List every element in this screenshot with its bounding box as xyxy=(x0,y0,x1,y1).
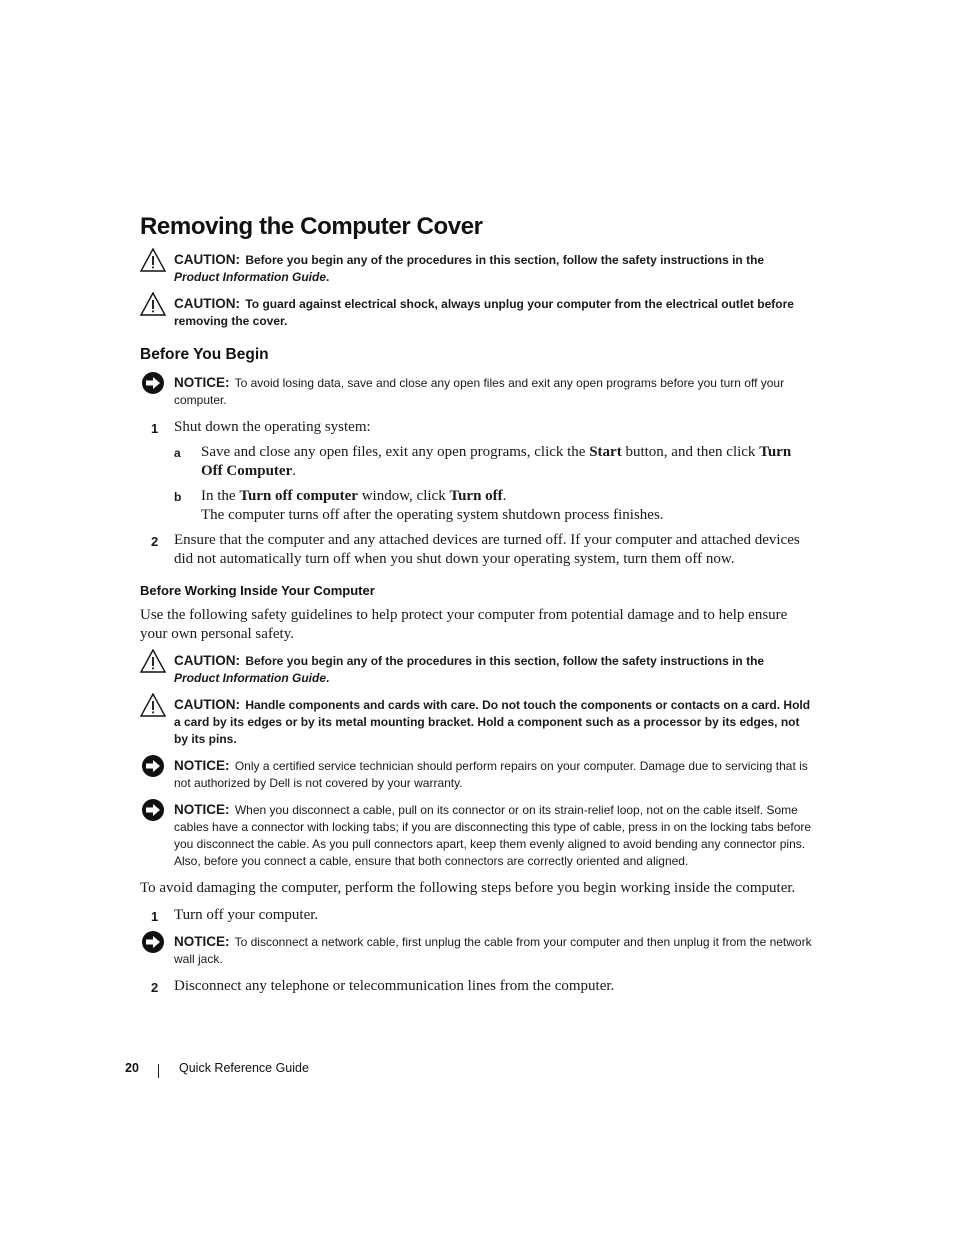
notice-arrow-icon xyxy=(140,754,166,778)
step-1-shutdown xyxy=(140,418,812,437)
caution-label: CAUTION: xyxy=(174,252,240,267)
start-button-ref: Start xyxy=(589,444,622,460)
notice-text: When you disconnect a cable, pull on its connector or on its strain-relief loop, not on the cable itself. Some cables have a connector with locking tabs; if you are disconnecting this type of cable, press in on the locking tabs before you disconnect the cable. As you pull connectors apart, keep them evenly aligned to avoid bending any connector pins. Also, before you connect a cable, ensure that both connectors are correctly oriented and aligned. xyxy=(174,803,812,868)
caution-block xyxy=(140,652,812,687)
substep-text: . xyxy=(292,463,296,479)
subsection-heading-before-working: Before Working Inside Your Computer xyxy=(140,583,375,598)
step-2-devices-off xyxy=(140,531,812,569)
page-content xyxy=(140,213,812,1002)
notice-label: NOTICE: xyxy=(174,758,230,773)
caution-text: Before you begin any of the procedures in this section, follow the safety instructions in the xyxy=(245,654,765,668)
caution-text: Handle components and cards with care. Do not touch the components or contacts on a card. Hold a card by its edges or by its metal mounting bracket. Hold a component such as a processor by its edges, not by its pins. xyxy=(174,698,811,746)
caution-block xyxy=(140,696,812,748)
substep-text: window, click xyxy=(357,488,450,504)
warning-triangle-icon xyxy=(140,693,166,717)
substep-result-text: The computer turns off after the operating system shutdown process finishes. xyxy=(201,507,664,523)
step-number: 1 xyxy=(151,421,159,436)
caution-block xyxy=(140,251,812,286)
product-info-guide-ref: Product Information Guide xyxy=(174,270,326,284)
step-text: Ensure that the computer and any attached devices are turned off. If your computer and attached devices did not automatically turn off when you shut down your operating system, turn them off now. xyxy=(174,532,800,567)
caution-label: CAUTION: xyxy=(174,697,240,712)
notice-text: Only a certified service technician should perform repairs on your computer. Damage due to servicing that is not authorized by Dell is not covered by your warranty. xyxy=(174,759,808,790)
caution-label: CAUTION: xyxy=(174,653,240,668)
page-title: Removing the Computer Cover xyxy=(140,213,483,240)
notice-arrow-icon xyxy=(140,930,166,954)
substep-b xyxy=(140,487,812,525)
step-number: 2 xyxy=(151,534,159,549)
turn-off-computer-window-ref: Turn off computer xyxy=(239,488,358,504)
turn-off-computer-ref: Turn Off Computer xyxy=(201,444,792,479)
notice-label: NOTICE: xyxy=(174,802,230,817)
notice-arrow-icon xyxy=(140,798,166,822)
steps-intro-paragraph: To avoid damaging the computer, perform the following steps before you begin working inside the computer. xyxy=(140,880,796,896)
substep-text: button, and then click xyxy=(621,444,760,460)
notice-text: To avoid losing data, save and close any open files and exit any open programs before you turn off your computer. xyxy=(174,376,785,407)
caution-text: Before you begin any of the procedures in this section, follow the safety instructions in the xyxy=(245,253,765,267)
step-1-turn-off xyxy=(140,906,812,925)
substep-letter: b xyxy=(174,490,182,504)
page-number: 20 xyxy=(125,1061,139,1075)
caution-label: CAUTION: xyxy=(174,296,240,311)
substep-text: . xyxy=(502,488,507,504)
turn-off-ref: Turn off xyxy=(449,488,503,504)
step-text: Shut down the operating system: xyxy=(174,419,371,435)
caution-text-end: . xyxy=(326,671,330,685)
step-number: 1 xyxy=(151,909,159,924)
substep-letter: a xyxy=(174,446,181,460)
guide-name: Quick Reference Guide xyxy=(179,1061,309,1075)
section-heading-before-you-begin: Before You Begin xyxy=(140,346,269,363)
notice-block xyxy=(140,801,812,870)
warning-triangle-icon xyxy=(140,248,166,272)
warning-triangle-icon xyxy=(140,292,166,316)
notice-label: NOTICE: xyxy=(174,375,230,390)
step-text: Disconnect any telephone or telecommunication lines from the computer. xyxy=(174,978,615,994)
caution-text: To guard against electrical shock, always unplug your computer from the electrical outlet before removing the cover. xyxy=(174,297,794,328)
substep-text: In the xyxy=(201,488,240,504)
caution-text-end: . xyxy=(326,270,330,284)
substep-a xyxy=(140,443,812,481)
warning-triangle-icon xyxy=(140,649,166,673)
step-2-disconnect-lines xyxy=(140,977,812,996)
step-number: 2 xyxy=(151,980,159,995)
product-info-guide-ref: Product Information Guide xyxy=(174,671,326,685)
notice-text: To disconnect a network cable, first unplug the cable from your computer and then unplug it from the network wall jack. xyxy=(174,935,812,966)
substep-text: Save and close any open files, exit any open programs, click the xyxy=(201,444,590,460)
step-text: Turn off your computer. xyxy=(174,907,319,923)
notice-block xyxy=(140,933,812,968)
notice-label: NOTICE: xyxy=(174,934,230,949)
notice-block xyxy=(140,757,812,792)
notice-block xyxy=(140,374,812,409)
caution-block xyxy=(140,295,812,330)
notice-arrow-icon xyxy=(140,371,166,395)
intro-paragraph: Use the following safety guidelines to help protect your computer from potential damage and to help ensure your own personal safety. xyxy=(140,607,788,642)
footer-divider xyxy=(158,1064,159,1078)
